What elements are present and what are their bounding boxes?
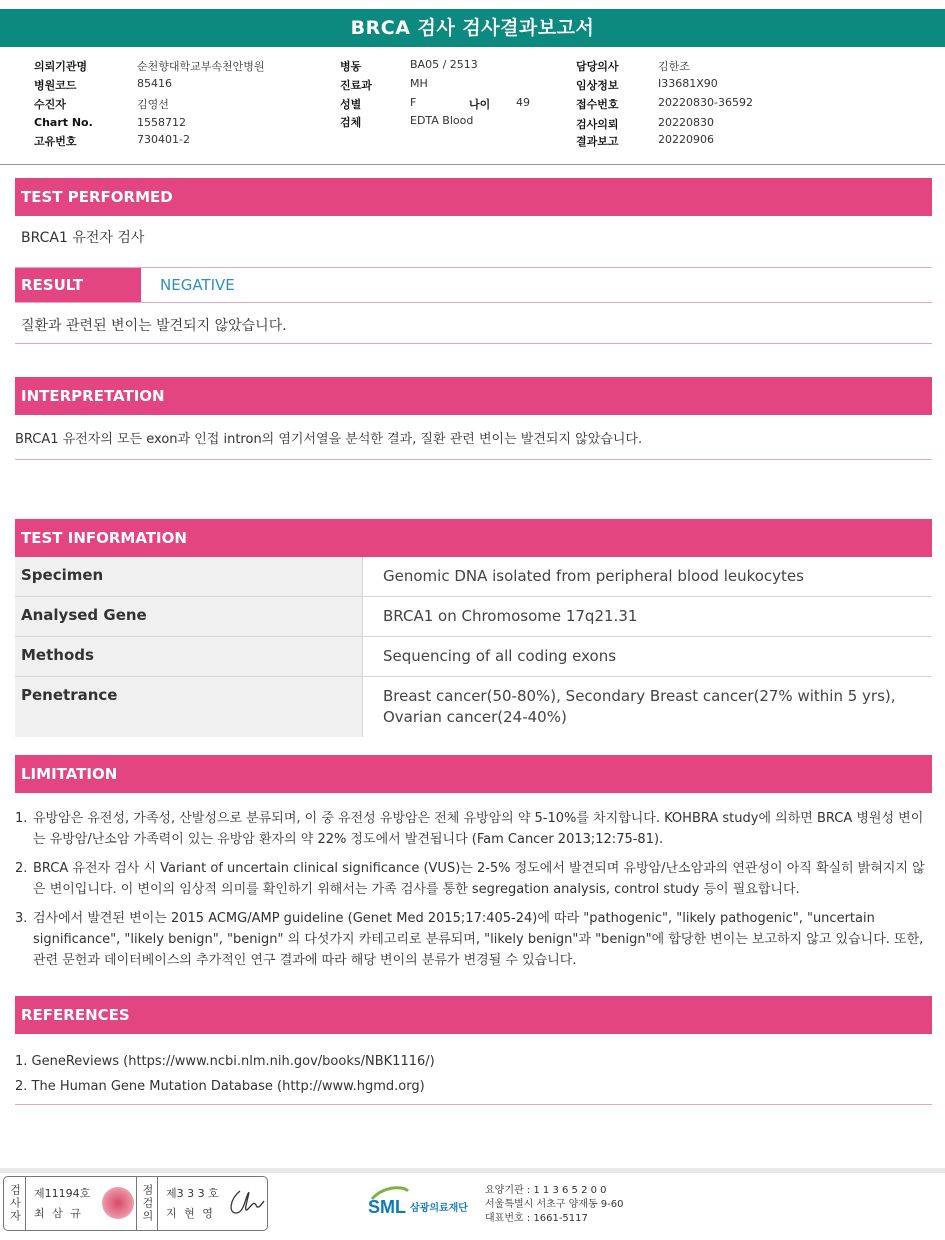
sml-logo	[368, 1185, 478, 1225]
org-info-line: 대표번호 : 1661-5117	[485, 1213, 588, 1224]
ti-value-specimen: Genomic DNA isolated from peripheral blood leukocytes	[383, 567, 804, 585]
limitation-header: LIMITATION	[15, 755, 932, 793]
references-divider	[15, 1104, 932, 1105]
info-label-clinical-info: 임상정보	[576, 79, 619, 92]
reviewer-label: 점검의	[141, 1184, 154, 1223]
test-information-table	[15, 557, 932, 737]
organization-info	[485, 1184, 624, 1226]
test-performed-text: BRCA1 유전자 검사	[21, 230, 145, 246]
list-item-text: BRCA 유전자 검사 시 Variant of uncertain clinical significance (VUS)는 2-5% 정도에서 발견되며 유방암/난소암과의 연관성이 아직 확실히 밝혀지지 않은 변이입니다. 이 변이의 임상적 의미를 확인하기 위해서는 가족 검사를 통한 segregation analysis, control study 등이 필요합니다.	[33, 861, 925, 897]
list-item	[15, 858, 932, 900]
info-label-age: 나이	[469, 98, 491, 111]
test-performed-header: TEST PERFORMED	[15, 178, 932, 216]
info-value-sex: F	[410, 96, 417, 109]
examiner-label-cell	[4, 1177, 26, 1230]
info-value-patient: 김영선	[137, 98, 169, 111]
info-label-receipt-no: 접수번호	[576, 98, 619, 111]
table-row	[15, 557, 932, 597]
reviewer-label-cell	[136, 1177, 158, 1230]
ti-value-analysed-gene: BRCA1 on Chromosome 17q21.31	[383, 607, 638, 625]
test-information-header: TEST INFORMATION	[15, 519, 932, 557]
table-row	[15, 637, 932, 677]
examiner-number: 제11194호	[34, 1187, 91, 1200]
info-label-sex: 성별	[340, 98, 362, 111]
ti-key-specimen: Specimen	[15, 557, 363, 596]
result-text: 질환과 관련된 변이는 발견되지 않았습니다.	[21, 318, 287, 334]
info-label-institution: 의뢰기관명	[34, 60, 88, 73]
info-label-hospital-code: 병원코드	[34, 79, 77, 92]
examiner-name: 최 삼 규	[34, 1207, 83, 1220]
examiner-label: 검사자	[8, 1184, 22, 1223]
result-value: NEGATIVE	[160, 276, 235, 294]
info-value-ward: BA05 / 2513	[410, 58, 478, 71]
reviewer-name: 지 현 영	[166, 1207, 215, 1220]
info-label-specimen: 검체	[340, 116, 362, 129]
limitation-list	[15, 808, 932, 979]
info-label-report-date: 결과보고	[576, 135, 619, 148]
list-item	[15, 808, 932, 850]
info-value-clinical-info: I33681X90	[658, 77, 718, 90]
info-label-unique-no: 고유번호	[34, 135, 77, 148]
info-value-hospital-code: 85416	[137, 77, 172, 90]
info-value-age: 49	[516, 96, 530, 109]
info-label-ward: 병동	[340, 60, 362, 73]
list-item-text: 검사에서 발견된 변이는 2015 ACMG/AMP guideline (Genet Med 2015;17:405-24)에 따라 "pathogenic", "likely pathogenic", "uncertain significance", "likely benign", "benign" 의 다섯가지 카테고리로 분류되며, "likely benign"과 "benign"에 합당한 변이는 보고하지 않고 있습니다. 또한, 관련 문헌과 데이터베이스의 추가적인 연구 결과에 따라 해당 변이의 분류가 변경될 수 있습니다.	[33, 911, 924, 968]
examiner-seal	[102, 1187, 134, 1219]
info-divider	[0, 164, 945, 165]
reference-item: 1. GeneReviews (https://www.ncbi.nlm.nih.gov/books/NBK1116/)	[15, 1054, 435, 1069]
ti-value-methods: Sequencing of all coding exons	[383, 647, 617, 665]
org-info-line: 요양기관 : 1 1 3 6 5 2 0 0	[485, 1185, 607, 1196]
list-item-number: 3.	[15, 911, 28, 926]
ti-key-analysed-gene: Analysed Gene	[15, 597, 363, 636]
info-value-receipt-no: 20220830-36592	[658, 96, 753, 109]
org-info-line: 서울특별시 서초구 양재동 9-60	[485, 1199, 624, 1210]
list-item-number: 2.	[15, 861, 28, 876]
info-value-specimen: EDTA Blood	[410, 114, 474, 127]
list-item	[15, 908, 932, 971]
info-label-request-date: 검사의뢰	[576, 118, 619, 131]
sml-logo-text: SML	[368, 1197, 406, 1217]
signature-box	[3, 1176, 268, 1231]
info-label-patient: 수진자	[34, 98, 66, 111]
info-label-chart-no: Chart No.	[34, 116, 93, 129]
info-value-unique-no: 730401-2	[137, 133, 190, 146]
references-header: REFERENCES	[15, 996, 932, 1034]
ti-key-methods: Methods	[15, 637, 363, 676]
info-label-department: 진료과	[340, 79, 372, 92]
result-divider	[15, 343, 932, 344]
info-value-doctor: 김한조	[658, 60, 690, 73]
list-item-text: 유방암은 유전성, 가족성, 산발성으로 분류되며, 이 중 유전성 유방암은 전체 유방암의 약 5-10%를 차지합니다. KOHBRA study에 의하면 BRCA 병원성 변이는 유방암/난소암 가족력이 있는 유방암 환자의 약 22% 정도에서 발견됩니다 (Fam Cancer 2013;12:75-81).	[33, 811, 924, 847]
references-list	[15, 1049, 932, 1099]
result-label: RESULT	[15, 268, 141, 302]
reviewer-signature	[226, 1185, 266, 1219]
info-value-request-date: 20220830	[658, 116, 714, 129]
list-item-number: 1.	[15, 811, 28, 826]
ti-value-penetrance: Breast cancer(50-80%), Secondary Breast cancer(27% within 5 yrs), Ovarian cancer(24-40%)	[383, 687, 896, 726]
sml-org-name: 삼광의료재단	[410, 1203, 468, 1214]
footer-divider	[0, 1168, 945, 1173]
table-row	[15, 677, 932, 737]
interpretation-header: INTERPRETATION	[15, 377, 932, 415]
info-value-report-date: 20220906	[658, 133, 714, 146]
sml-logo-icon	[368, 1185, 478, 1221]
report-title: BRCA 검사 검사결과보고서	[0, 9, 945, 47]
interpretation-divider	[15, 459, 932, 460]
result-row	[15, 267, 932, 303]
reference-item: 2. The Human Gene Mutation Database (http://www.hgmd.org)	[15, 1079, 425, 1094]
info-value-institution: 순천향대학교부속천안병원	[137, 60, 265, 73]
table-row	[15, 597, 932, 637]
info-value-department: MH	[410, 77, 428, 90]
ti-key-penetrance: Penetrance	[15, 677, 363, 737]
interpretation-text: BRCA1 유전자의 모든 exon과 인접 intron의 염기서열을 분석한 결과, 질환 관련 변이는 발견되지 않았습니다.	[15, 432, 643, 447]
info-label-doctor: 담당의사	[576, 60, 619, 73]
reviewer-number: 제3 3 3 호	[166, 1187, 219, 1200]
info-value-chart-no: 1558712	[137, 116, 186, 129]
